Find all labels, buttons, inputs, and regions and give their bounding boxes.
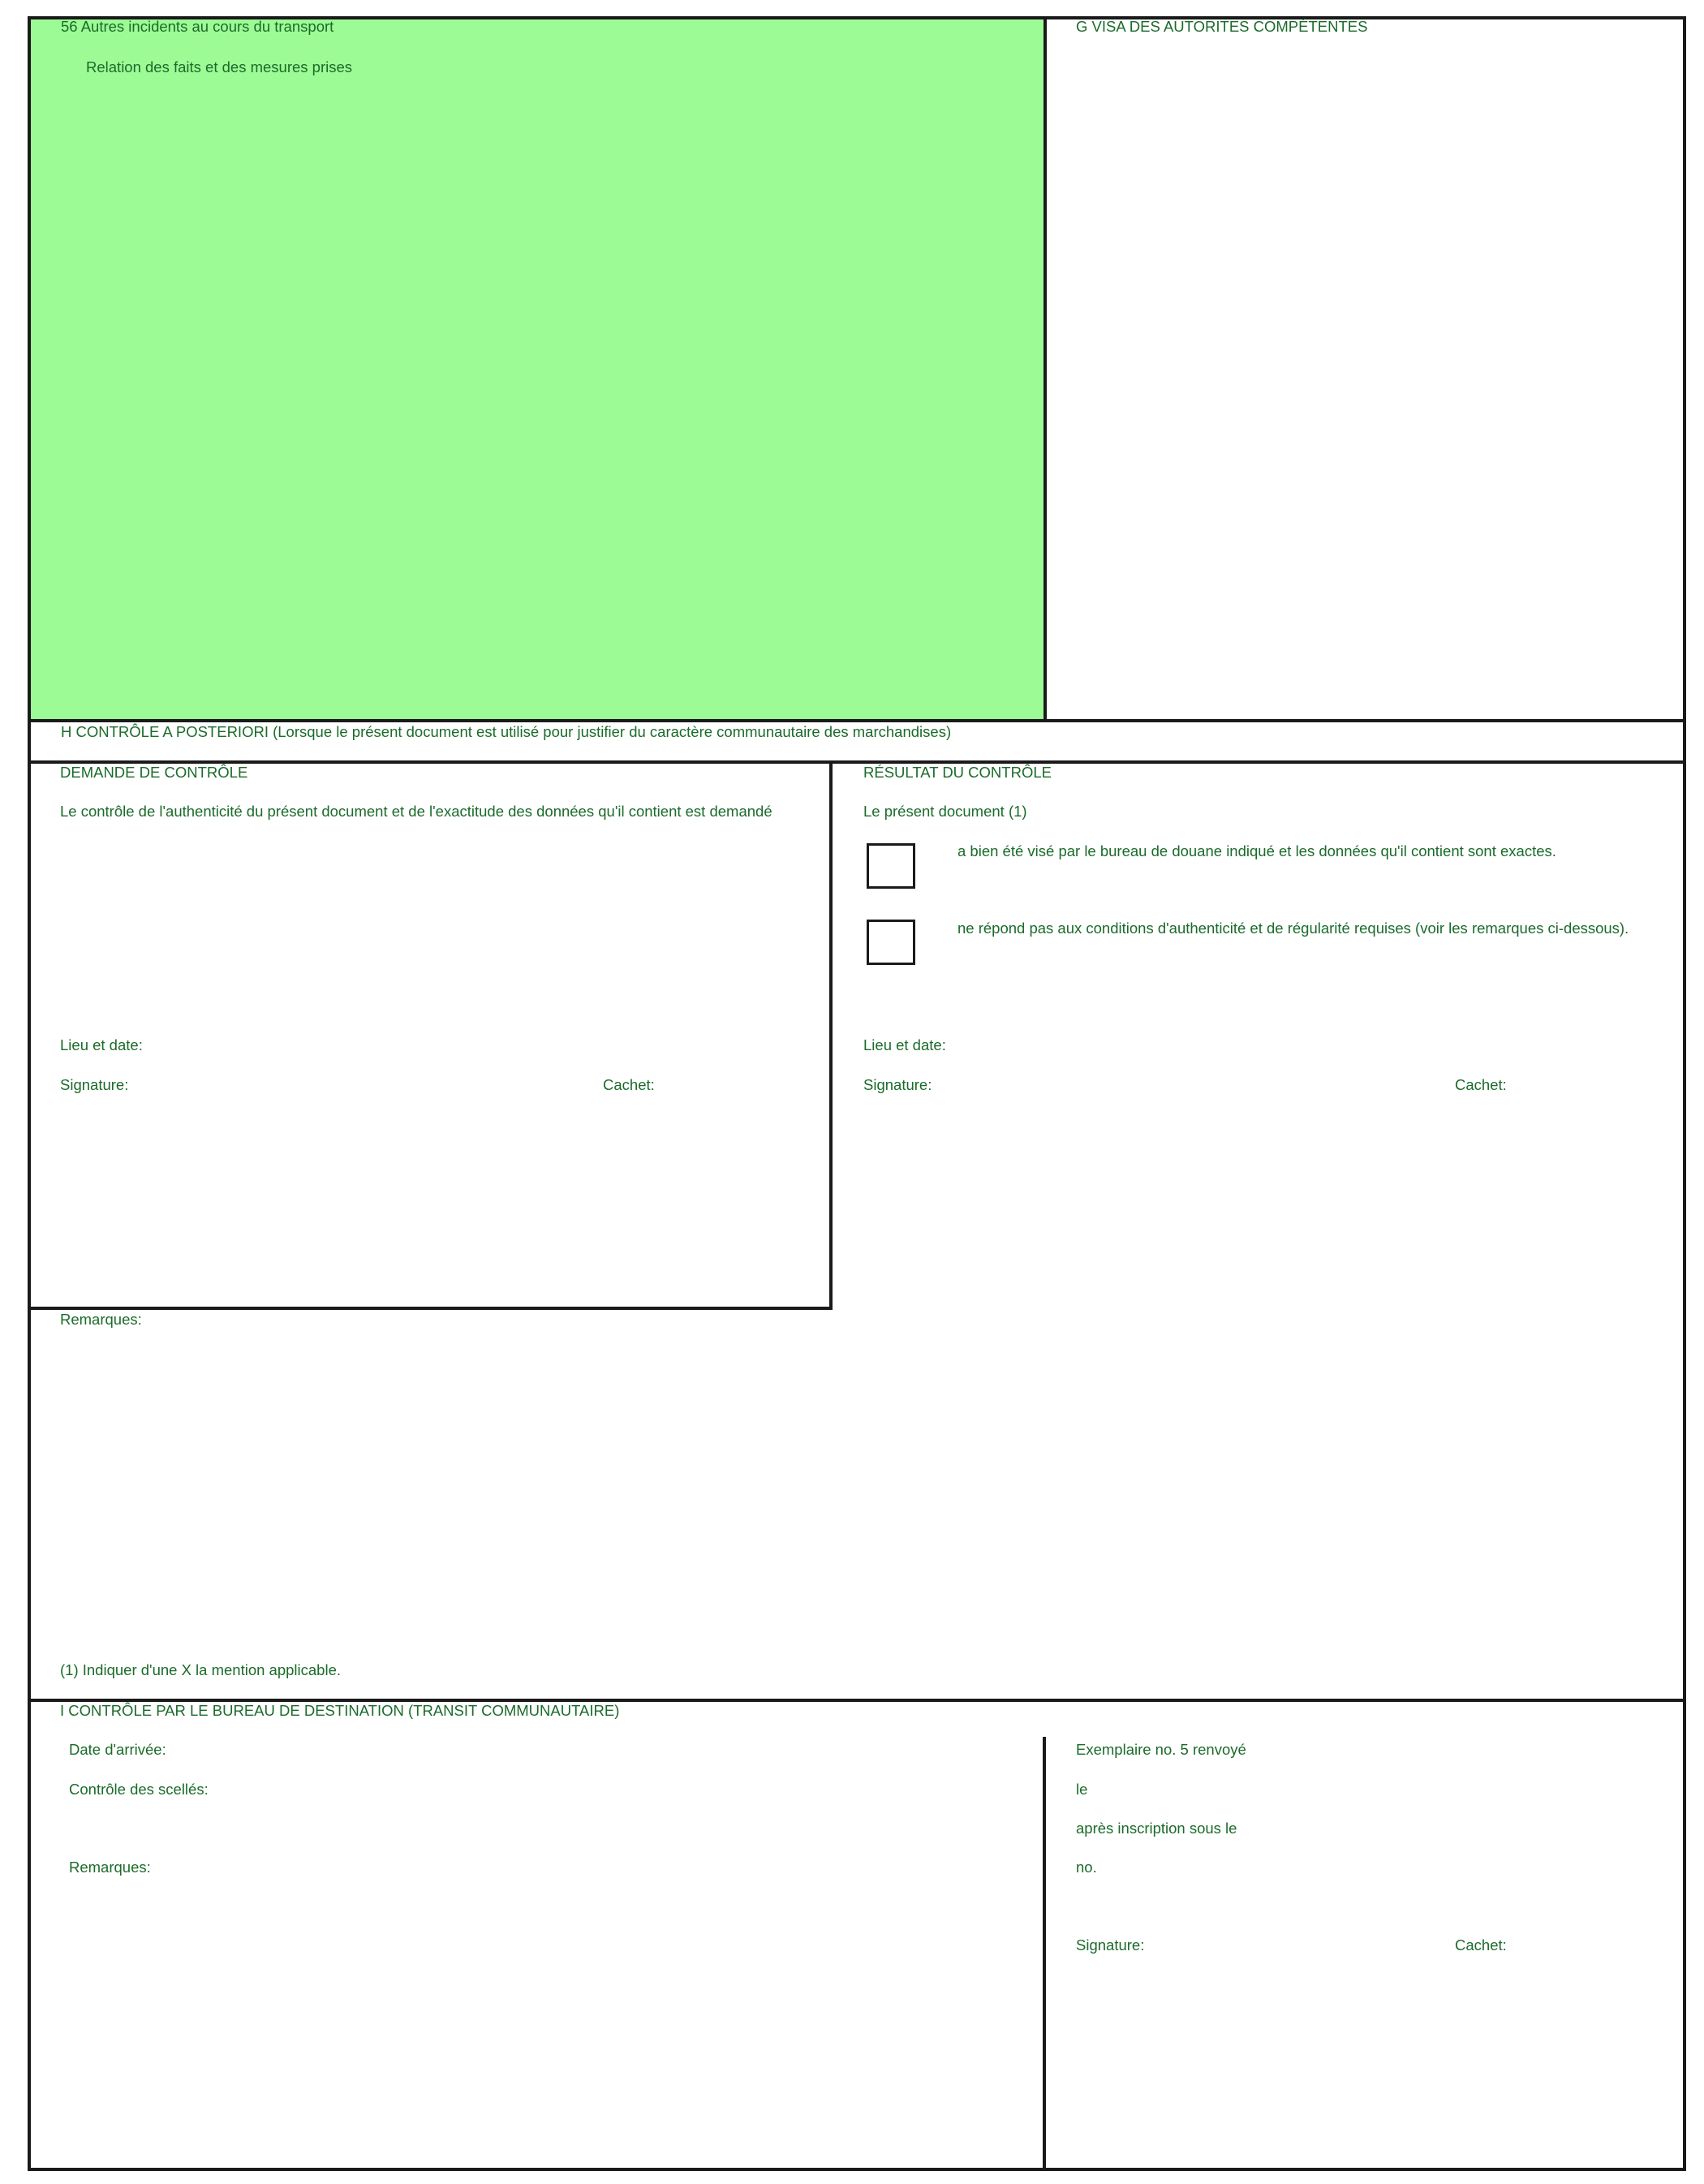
demande-text: Le contrôle de l'authenticité du présent document et de l'exactitude des données qu'il contient est demandé bbox=[60, 803, 772, 820]
controle-scelles-label: Contrôle des scellés: bbox=[69, 1781, 209, 1798]
demande-lieu-date: Lieu et date: bbox=[60, 1036, 143, 1053]
line-above-h bbox=[28, 719, 1686, 722]
frame-left bbox=[28, 16, 31, 2171]
resultat-cachet: Cachet: bbox=[1455, 1076, 1507, 1093]
line-below-h bbox=[28, 760, 1686, 764]
divider-56-g bbox=[1043, 16, 1047, 722]
remarques-label: Remarques: bbox=[60, 1311, 142, 1328]
section-i-signature: Signature: bbox=[1076, 1936, 1145, 1954]
date-arrivee-label: Date d'arrivée: bbox=[69, 1741, 166, 1758]
section-i-remarques-label: Remarques: bbox=[69, 1859, 151, 1876]
footnote: (1) Indiquer d'une X la mention applicable. bbox=[60, 1661, 341, 1678]
resultat-lieu-date: Lieu et date: bbox=[863, 1036, 946, 1053]
demande-cachet: Cachet: bbox=[603, 1076, 655, 1093]
option-authentic-label: a bien été visé par le bureau de douane indiqué et les données qu'il contient sont exactes. bbox=[957, 842, 1556, 859]
box-g-title: G VISA DES AUTORITES COMPÉTENTES bbox=[1076, 18, 1368, 35]
frame-right bbox=[1683, 16, 1686, 2171]
divider-i bbox=[1043, 1737, 1046, 2171]
exemplaire-label: Exemplaire no. 5 renvoyé bbox=[1076, 1741, 1246, 1758]
box-56-title: 56 Autres incidents au cours du transport bbox=[61, 18, 334, 35]
section-i-title: I CONTRÔLE PAR LE BUREAU DE DESTINATION (TRANSIT COMMUNAUTAIRE) bbox=[60, 1702, 620, 1719]
no-label: no. bbox=[1076, 1859, 1097, 1876]
resultat-title: RÉSULTAT DU CONTRÔLE bbox=[863, 764, 1052, 781]
section-h-title: H CONTRÔLE A POSTERIORI (Lorsque le présent document est utilisé pour justifier du caractère communautaire des marchandises) bbox=[61, 723, 952, 740]
apres-label: après inscription sous le bbox=[1076, 1820, 1237, 1837]
line-demande-right bbox=[829, 760, 833, 1310]
line-demande-bottom bbox=[28, 1307, 833, 1310]
section-i-cachet: Cachet: bbox=[1455, 1936, 1507, 1954]
checkbox-not-authentic[interactable] bbox=[867, 920, 915, 965]
frame-bottom bbox=[28, 2168, 1686, 2171]
le-label: le bbox=[1076, 1781, 1088, 1798]
box-56-subtitle: Relation des faits et des mesures prises bbox=[86, 58, 353, 75]
demande-signature: Signature: bbox=[60, 1076, 129, 1093]
demande-title: DEMANDE DE CONTRÔLE bbox=[60, 764, 248, 781]
resultat-intro: Le présent document (1) bbox=[863, 803, 1027, 820]
box-56-fill bbox=[29, 18, 1045, 721]
resultat-signature: Signature: bbox=[863, 1076, 932, 1093]
checkbox-authentic[interactable] bbox=[867, 843, 915, 889]
option-not-authentic-label: ne répond pas aux conditions d'authenticité et de régularité requises (voir les remarques ci-dessous). bbox=[957, 920, 1629, 937]
